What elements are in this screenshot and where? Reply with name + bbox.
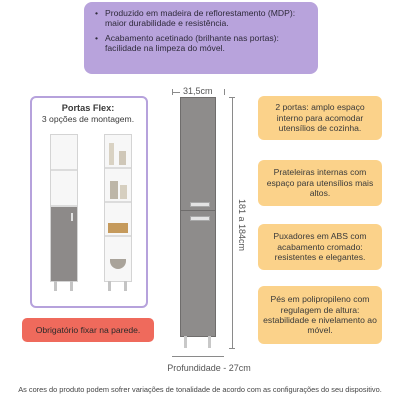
- feature-feet-text: Pés em polipropileno com regulagem de altura: estabilidade e nivelamento ao móvel.: [263, 294, 377, 336]
- tall-cabinet: [180, 97, 216, 337]
- small-cabinet-right: [104, 134, 132, 282]
- height-dim-line: [232, 97, 233, 348]
- wall-fixing-notice: [22, 318, 154, 342]
- info-bullet-material: • Produzido em madeira de reflorestamento (MDP): maior durabilidade e resistência.: [95, 8, 312, 29]
- height-dim-tick: [229, 348, 235, 349]
- cabinet-leg: [184, 336, 187, 348]
- cabinet-leg: [54, 281, 57, 291]
- jar-image: [119, 151, 126, 165]
- product-info-box: [84, 2, 318, 74]
- jar-image: [120, 185, 127, 199]
- feature-shelves-text: Prateleiras internas com espaço para utensílios mais altos.: [266, 167, 374, 199]
- bowl-image: [110, 259, 126, 269]
- small-cabinet-door: [51, 207, 77, 281]
- door-divider: [181, 210, 215, 211]
- feature-doors-text: 2 portas: amplo espaço interno para acomodar utensílios de cozinha.: [275, 102, 365, 134]
- bottle-image: [109, 143, 114, 165]
- cabinet-leg: [108, 281, 111, 291]
- height-dimension: 181 a 184cm: [237, 195, 247, 255]
- feature-shelves: [258, 160, 382, 206]
- cabinet-leg: [70, 281, 73, 291]
- door-handle-upper: [190, 202, 210, 207]
- width-dim-line: [172, 92, 180, 93]
- feature-handles: [258, 224, 382, 270]
- flex-doors-subtitle: 3 opções de montagem.: [41, 114, 135, 124]
- depth-dimension: Profundidade - 27cm: [167, 363, 251, 373]
- feature-handles-text: Puxadores em ABS com acabamento cromado: resistentes e elegantes.: [273, 231, 367, 263]
- width-dim-tick: [224, 89, 225, 95]
- jar-image: [110, 181, 118, 199]
- feature-doors: [258, 96, 382, 140]
- wall-fixing-notice-text: Obrigatório fixar na parede.: [35, 325, 141, 335]
- width-dimension: 31,5cm: [183, 86, 213, 96]
- cabinet-leg: [208, 336, 211, 348]
- basket-image: [108, 223, 128, 233]
- door-handle-lower: [190, 216, 210, 221]
- cabinet-leg: [124, 281, 127, 291]
- color-disclaimer: As cores do produto podem sofrer variações de tonalidade de acordo com as configurações do seu dispositivo.: [18, 385, 382, 394]
- info-bullet-finish: • Acabamento acetinado (brilhante nas portas): facilidade na limpeza do móvel.: [95, 33, 312, 54]
- depth-dim-line: [172, 356, 224, 357]
- door-handle: [71, 213, 73, 221]
- small-cabinet-left: [50, 134, 78, 282]
- flex-doors-title: Portas Flex:: [61, 103, 115, 113]
- feature-feet: [258, 286, 382, 344]
